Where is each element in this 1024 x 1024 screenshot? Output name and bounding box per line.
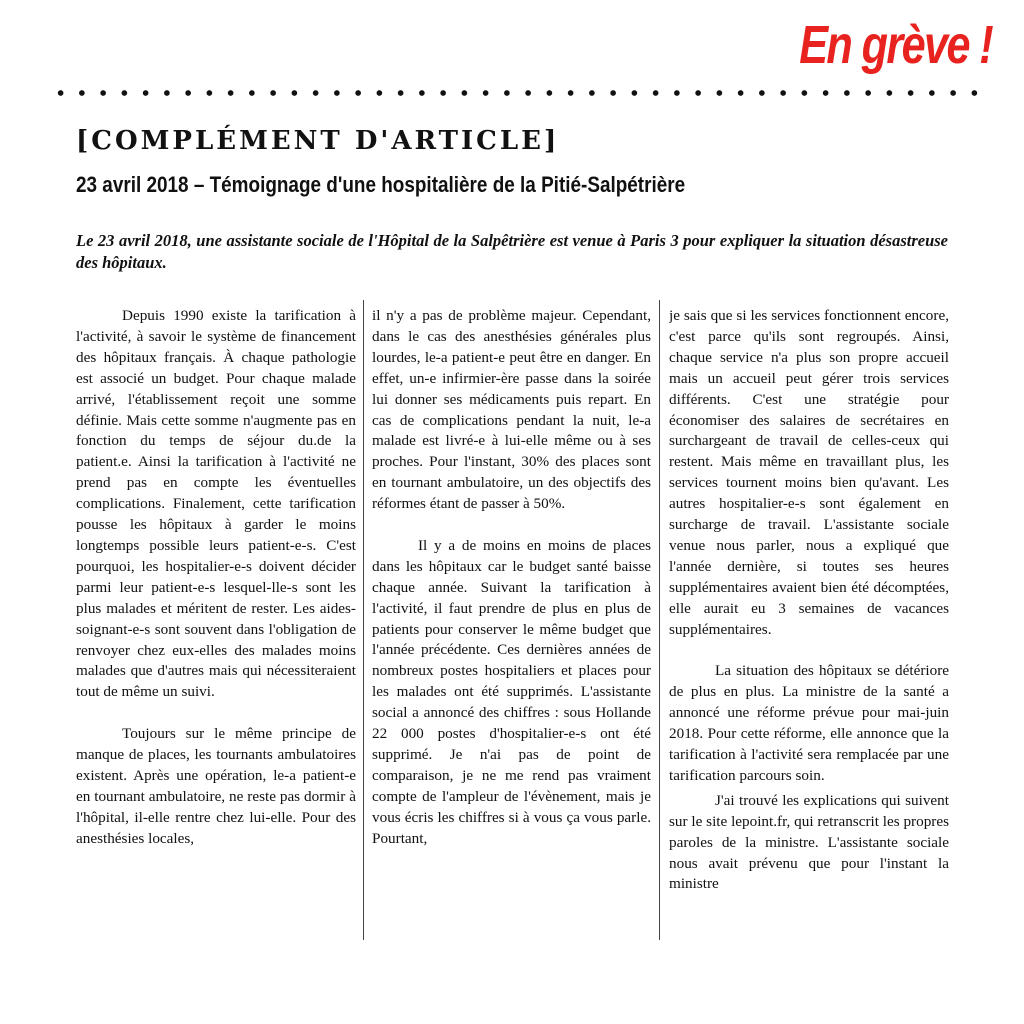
text-column-3	[669, 306, 949, 946]
text-column-1	[76, 306, 356, 946]
text-column-2	[372, 306, 651, 946]
article-subtitle: 23 avril 2018 – Témoignage d'une hospitalière de la Pitié-Salpétrière	[76, 172, 686, 197]
article-intro: Le 23 avril 2018, une assistante sociale de l'Hôpital de la Salpêtrière est venue à Paris 3 pour expliquer la situation désastreuse des hôpitaux.	[76, 231, 948, 272]
paragraph: La situation des hôpitaux se détériore de plus en plus. La ministre de la santé a annoncé une réforme prévue pour mai-juin 2018. Pour cette réforme, elle annonce que la tarification à l'activité sera remplacée par une tarification parcours soin.	[669, 662, 949, 784]
paragraph: J'ai trouvé les explications qui suivent sur le site lepoint.fr, qui retranscrit les propres paroles de la ministre. L'assistante sociale nous avait prévenu que pour l'instant la ministre	[669, 791, 949, 893]
paragraph: Depuis 1990 existe la tarification à l'activité, à savoir le système de financement des hôpitaux français. À chaque pathologie est associé un budget. Pour chaque malade arrivé, l'établissement reçoit une somme définie. Mais cette somme n'augmente pas en fonction du temps de séjour du.de la patient.e. Ainsi la tarification à l'activité ne prend pas en compte les éventuelles complications. Finalement, cette tarification pousse les hôpitaux à garder le moins longtemps possible leurs patient-e-s. C'est pourquoi, les hospitalier-e-s doivent décider parmi leur patient-e-s lesquel-lle-s sont les plus malades et méritent de rester. Les aides-soignant-e-s sont souvent dans l'obligation de renvoyer chez eux-elles des malades moins malades que d'autres mais qui nécessiteraient tout de même un suivi.	[76, 307, 356, 701]
paragraph: Il y a de moins en moins de places dans les hôpitaux car le budget santé baisse chaque année. Suivant la tarification à l'activité, il faut prendre de plus en plus de patients pour conserver le même budget que l'année précédente. Ces dernières années de nombreux postes hospitaliers et places pour les malades ont été supprimés. L'assistante social a annoncé des chiffres : sous Hollande 22 000 postes d'hospitalier-e-s ont été supprimé. Je n'ai pas de point de comparaison, je ne me rend pas vraiment compte de l'ampleur de l'évènement, mais je vous écris les chiffres si à vous ça vous parle. Pourtant,	[372, 536, 651, 847]
strike-banner: En grève !	[799, 15, 992, 75]
paragraph: Toujours sur le même principe de manque de places, les tournants ambulatoires existent. Après une opération, le-a patient-e en tournant ambulatoire, ne reste pas dormir à l'hôpital, il-elle rentre chez lui-elle. Pour des anesthésies locales,	[76, 725, 356, 847]
section-title: [COMPLÉMENT D'ARTICLE]	[76, 126, 560, 156]
paragraph: il n'y a pas de problème majeur. Cependant, dans le cas des anesthésies générales plus lourdes, le-a patient-e peut être en danger. En effet, un-e infirmier-ère passe dans la soirée lui donner ses médicaments puis repart. En cas de complications pendant la nuit, le-a malade est livré-e à lui-elle même ou à ses proches. Pour l'instant, 30% des places sont en tournant ambulatoire, un des objectifs des réformes étant de passer à 50%.	[372, 307, 651, 513]
column-divider	[659, 300, 660, 940]
dotted-divider	[50, 88, 980, 98]
paragraph: je sais que si les services fonctionnent encore, c'est parce qu'ils sont regroupés. Ainsi, chaque service n'a plus son propre accueil mais un accueil peut gérer trois services différents. C'est une stratégie pour économiser des salaires de secrétaires en surchargeant de travail de celles-ceux qui restent. Mais même en travaillant plus, les services tournent moins bien qu'avant. Les autres hospitalier-e-s sont également en surcharge de travail. L'assistante sociale venue nous parler, nous a expliqué que l'année dernière, si toutes ses heures supplémentaires avaient bien été décomptées, elle aurait eu 3 semaines de vacances supplémentaires.	[669, 307, 949, 638]
column-divider	[363, 300, 364, 940]
